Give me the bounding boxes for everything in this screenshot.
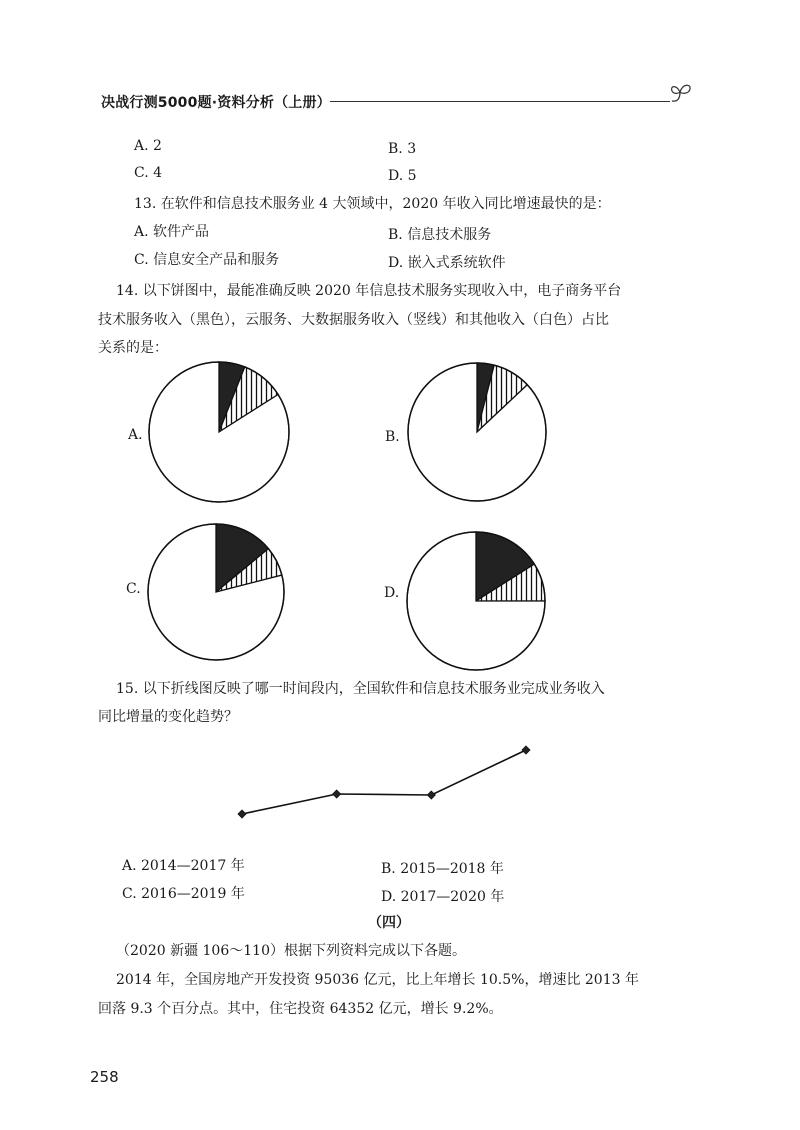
page-number: 258 [90, 1068, 119, 1086]
q13-option-d: D. 嵌入式系统软件 [388, 255, 506, 271]
q15-option-c: C. 2016—2019 年 [122, 886, 245, 902]
section-intro: （2020 新疆 106～110）根据下列资料完成以下各题。 [116, 943, 466, 959]
q15-option-d: D. 2017—2020 年 [381, 889, 505, 905]
pie-a [149, 362, 289, 502]
line-point-2 [333, 790, 341, 798]
q15-question-line1: 15. 以下折线图反映了哪一时间段内，全国软件和信息技术服务业完成业务收入 [116, 681, 605, 697]
q12-option-a: A. 2 [134, 138, 162, 154]
q13-option-b: B. 信息技术服务 [388, 227, 492, 243]
line-series [242, 750, 526, 814]
line-point-4 [522, 746, 530, 754]
pie-d-label: D. [384, 585, 400, 601]
q13-option-a: A. 软件产品 [134, 224, 210, 240]
section-title: （四） [368, 915, 410, 931]
section-paragraph-line1: 2014 年，全国房地产开发投资 95036 亿元，比上年增长 10.5%，增速比 2013 年 [116, 972, 639, 988]
q14-question-line3: 关系的是： [98, 340, 168, 356]
line-point-3 [427, 791, 435, 799]
line-point-1 [238, 810, 246, 818]
q14-question-line1: 14. 以下饼图中，最能准确反映 2020 年信息技术服务实现收入中，电子商务平台 [116, 283, 622, 299]
q12-option-d: D. 5 [388, 168, 417, 184]
q12-option-b: B. 3 [388, 141, 417, 157]
q15-option-b: B. 2015—2018 年 [381, 861, 504, 877]
pie-a-label: A. [128, 427, 143, 443]
q15-option-a: A. 2014—2017 年 [122, 858, 245, 874]
q14-question-line2: 技术服务收入（黑色），云服务、大数据服务收入（竖线）和其他收入（白色）占比 [98, 312, 609, 328]
pie-c-label: C. [126, 581, 141, 597]
q13-option-c: C. 信息安全产品和服务 [134, 252, 280, 268]
pie-b-label: B. [385, 429, 400, 445]
pie-c [148, 524, 284, 660]
q15-question-line2: 同比增量的变化趋势？ [98, 709, 238, 725]
pie-b [408, 363, 546, 501]
q13-question: 13. 在软件和信息技术服务业 4 大领域中，2020 年收入同比增速最快的是： [134, 196, 611, 212]
q12-option-c: C. 4 [134, 165, 163, 181]
section-paragraph-line2: 回落 9.3 个百分点。其中，住宅投资 64352 亿元，增长 9.2%。 [98, 1001, 503, 1017]
pie-d [407, 532, 545, 670]
running-header-title: 决战行测5000题·资料分析（上册） [101, 95, 331, 111]
line-chart [230, 736, 550, 846]
